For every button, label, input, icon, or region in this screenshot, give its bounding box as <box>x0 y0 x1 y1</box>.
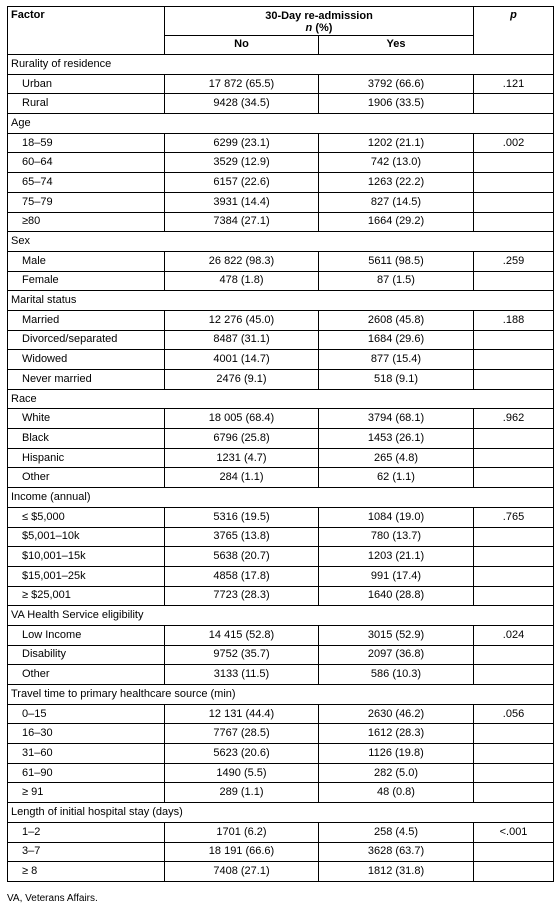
p-value <box>474 763 554 783</box>
yes-value: 742 (13.0) <box>319 153 474 173</box>
section-label: Travel time to primary healthcare source (min) <box>8 685 554 705</box>
row-level: Rural <box>8 94 165 114</box>
no-value: 6157 (22.6) <box>165 173 319 193</box>
p-value <box>474 744 554 764</box>
table-container <box>7 6 553 882</box>
table-row <box>8 645 554 665</box>
yes-value: 1126 (19.8) <box>319 744 474 764</box>
row-level: 16–30 <box>8 724 165 744</box>
table-row <box>8 763 554 783</box>
row-level: 18–59 <box>8 133 165 153</box>
section-row <box>8 232 554 252</box>
row-level: Widowed <box>8 350 165 370</box>
table-row <box>8 429 554 449</box>
yes-value: 2608 (45.8) <box>319 310 474 330</box>
row-level: ≥ 8 <box>8 862 165 882</box>
p-value: .962 <box>474 409 554 429</box>
p-value: .765 <box>474 507 554 527</box>
no-value: 5638 (20.7) <box>165 547 319 567</box>
yes-value: 586 (10.3) <box>319 665 474 685</box>
p-value <box>474 665 554 685</box>
p-value <box>474 192 554 212</box>
yes-value: 3628 (63.7) <box>319 842 474 862</box>
yes-value: 1084 (19.0) <box>319 507 474 527</box>
p-value: .002 <box>474 133 554 153</box>
section-label: Age <box>8 114 554 134</box>
row-level: 3–7 <box>8 842 165 862</box>
p-value <box>474 271 554 291</box>
no-value: 3765 (13.8) <box>165 527 319 547</box>
p-value: .024 <box>474 625 554 645</box>
no-value: 5316 (19.5) <box>165 507 319 527</box>
no-value: 18 005 (68.4) <box>165 409 319 429</box>
no-value: 26 822 (98.3) <box>165 251 319 271</box>
table-row <box>8 586 554 606</box>
p-value: .121 <box>474 74 554 94</box>
no-value: 5623 (20.6) <box>165 744 319 764</box>
table-row <box>8 212 554 232</box>
table-row <box>8 192 554 212</box>
section-label: VA Health Service eligibility <box>8 606 554 626</box>
yes-value: 780 (13.7) <box>319 527 474 547</box>
group-n: n <box>305 22 313 34</box>
no-value: 284 (1.1) <box>165 468 319 488</box>
row-level: Other <box>8 665 165 685</box>
p-value: .056 <box>474 704 554 724</box>
table-row <box>8 566 554 586</box>
group-pct: (%) <box>312 22 333 34</box>
p-value: .259 <box>474 251 554 271</box>
row-level: Urban <box>8 74 165 94</box>
yes-value: 1453 (26.1) <box>319 429 474 449</box>
p-value <box>474 94 554 114</box>
no-value: 478 (1.8) <box>165 271 319 291</box>
no-value: 7408 (27.1) <box>165 862 319 882</box>
row-level: 60–64 <box>8 153 165 173</box>
row-level: $10,001–15k <box>8 547 165 567</box>
yes-value: 2630 (46.2) <box>319 704 474 724</box>
table-row <box>8 527 554 547</box>
table-row <box>8 842 554 862</box>
row-level: Female <box>8 271 165 291</box>
no-value: 4001 (14.7) <box>165 350 319 370</box>
no-value: 6796 (25.8) <box>165 429 319 449</box>
yes-value: 87 (1.5) <box>319 271 474 291</box>
no-value: 7723 (28.3) <box>165 586 319 606</box>
p-value <box>474 212 554 232</box>
no-value: 8487 (31.1) <box>165 330 319 350</box>
p-value <box>474 842 554 862</box>
yes-value: 1906 (33.5) <box>319 94 474 114</box>
row-level: 61–90 <box>8 763 165 783</box>
row-level: 65–74 <box>8 173 165 193</box>
no-value: 3529 (12.9) <box>165 153 319 173</box>
no-value: 9428 (34.5) <box>165 94 319 114</box>
table-row <box>8 133 554 153</box>
section-label: Length of initial hospital stay (days) <box>8 803 554 823</box>
yes-value: 3794 (68.1) <box>319 409 474 429</box>
no-value: 1701 (6.2) <box>165 822 319 842</box>
no-value: 12 131 (44.4) <box>165 704 319 724</box>
no-value: 18 191 (66.6) <box>165 842 319 862</box>
header-row <box>8 7 554 36</box>
p-value <box>474 547 554 567</box>
row-level: 1–2 <box>8 822 165 842</box>
table-row <box>8 409 554 429</box>
yes-value: 1812 (31.8) <box>319 862 474 882</box>
no-value: 17 872 (65.5) <box>165 74 319 94</box>
yes-value: 827 (14.5) <box>319 192 474 212</box>
section-row <box>8 803 554 823</box>
section-row <box>8 114 554 134</box>
p-value <box>474 468 554 488</box>
section-row <box>8 389 554 409</box>
row-level: $5,001–10k <box>8 527 165 547</box>
no-value: 6299 (23.1) <box>165 133 319 153</box>
row-level: Male <box>8 251 165 271</box>
no-header: No <box>165 36 319 55</box>
row-level: 0–15 <box>8 704 165 724</box>
no-value: 2476 (9.1) <box>165 370 319 390</box>
section-row <box>8 685 554 705</box>
p-value <box>474 153 554 173</box>
table-row <box>8 822 554 842</box>
table-row <box>8 744 554 764</box>
table-row <box>8 665 554 685</box>
no-value: 1231 (4.7) <box>165 448 319 468</box>
section-label: Sex <box>8 232 554 252</box>
no-value: 7767 (28.5) <box>165 724 319 744</box>
section-label: Marital status <box>8 291 554 311</box>
no-value: 4858 (17.8) <box>165 566 319 586</box>
p-value <box>474 645 554 665</box>
section-row <box>8 606 554 626</box>
table-row <box>8 862 554 882</box>
no-value: 1490 (5.5) <box>165 763 319 783</box>
no-value: 14 415 (52.8) <box>165 625 319 645</box>
table-body <box>8 55 554 882</box>
yes-value: 3015 (52.9) <box>319 625 474 645</box>
p-value-header: p <box>474 7 554 55</box>
yes-value: 1202 (21.1) <box>319 133 474 153</box>
p-value <box>474 586 554 606</box>
section-row <box>8 488 554 508</box>
p-value <box>474 448 554 468</box>
table-row <box>8 350 554 370</box>
yes-value: 1684 (29.6) <box>319 330 474 350</box>
no-value: 12 276 (45.0) <box>165 310 319 330</box>
yes-value: 1664 (29.2) <box>319 212 474 232</box>
p-value <box>474 566 554 586</box>
table-row <box>8 153 554 173</box>
table-row <box>8 507 554 527</box>
p-value <box>474 173 554 193</box>
p-value <box>474 862 554 882</box>
row-level: 31–60 <box>8 744 165 764</box>
table-row <box>8 310 554 330</box>
table-row <box>8 74 554 94</box>
table-row <box>8 625 554 645</box>
row-level: ≥ $25,001 <box>8 586 165 606</box>
row-level: Low Income <box>8 625 165 645</box>
table-row <box>8 783 554 803</box>
table-row <box>8 448 554 468</box>
group-title: 30-Day re-admission <box>265 10 373 22</box>
no-value: 9752 (35.7) <box>165 645 319 665</box>
p-value <box>474 527 554 547</box>
row-level: Divorced/separated <box>8 330 165 350</box>
p-value <box>474 370 554 390</box>
p-value: .188 <box>474 310 554 330</box>
footnote: VA, Veterans Affairs. <box>7 893 98 904</box>
p-value <box>474 350 554 370</box>
row-level: $15,001–25k <box>8 566 165 586</box>
row-level: Black <box>8 429 165 449</box>
no-value: 7384 (27.1) <box>165 212 319 232</box>
p-value: <.001 <box>474 822 554 842</box>
row-level: White <box>8 409 165 429</box>
yes-value: 3792 (66.6) <box>319 74 474 94</box>
yes-value: 258 (4.5) <box>319 822 474 842</box>
yes-value: 2097 (36.8) <box>319 645 474 665</box>
section-row <box>8 291 554 311</box>
p-value <box>474 724 554 744</box>
row-level: ≥80 <box>8 212 165 232</box>
row-level: Disability <box>8 645 165 665</box>
table-row <box>8 724 554 744</box>
p-value <box>474 330 554 350</box>
table-row <box>8 370 554 390</box>
factor-header: Factor <box>8 7 165 55</box>
no-value: 289 (1.1) <box>165 783 319 803</box>
table-row <box>8 94 554 114</box>
yes-value: 1640 (28.8) <box>319 586 474 606</box>
table-row <box>8 251 554 271</box>
yes-value: 1203 (21.1) <box>319 547 474 567</box>
readmission-group-header <box>165 7 474 36</box>
row-level: Hispanic <box>8 448 165 468</box>
no-value: 3133 (11.5) <box>165 665 319 685</box>
table-row <box>8 173 554 193</box>
table-row <box>8 330 554 350</box>
row-level: Never married <box>8 370 165 390</box>
yes-value: 1612 (28.3) <box>319 724 474 744</box>
yes-value: 282 (5.0) <box>319 763 474 783</box>
table-row <box>8 547 554 567</box>
yes-value: 5611 (98.5) <box>319 251 474 271</box>
table-row <box>8 468 554 488</box>
yes-value: 1263 (22.2) <box>319 173 474 193</box>
table-row <box>8 704 554 724</box>
section-row <box>8 55 554 75</box>
yes-value: 518 (9.1) <box>319 370 474 390</box>
section-label: Income (annual) <box>8 488 554 508</box>
row-level: Other <box>8 468 165 488</box>
row-level: 75–79 <box>8 192 165 212</box>
yes-value: 62 (1.1) <box>319 468 474 488</box>
yes-value: 877 (15.4) <box>319 350 474 370</box>
p-value <box>474 783 554 803</box>
section-label: Race <box>8 389 554 409</box>
table-row <box>8 271 554 291</box>
yes-header: Yes <box>319 36 474 55</box>
readmission-table <box>7 6 554 882</box>
no-value: 3931 (14.4) <box>165 192 319 212</box>
row-level: ≥ 91 <box>8 783 165 803</box>
yes-value: 48 (0.8) <box>319 783 474 803</box>
row-level: ≤ $5,000 <box>8 507 165 527</box>
row-level: Married <box>8 310 165 330</box>
section-label: Rurality of residence <box>8 55 554 75</box>
p-value <box>474 429 554 449</box>
yes-value: 265 (4.8) <box>319 448 474 468</box>
yes-value: 991 (17.4) <box>319 566 474 586</box>
